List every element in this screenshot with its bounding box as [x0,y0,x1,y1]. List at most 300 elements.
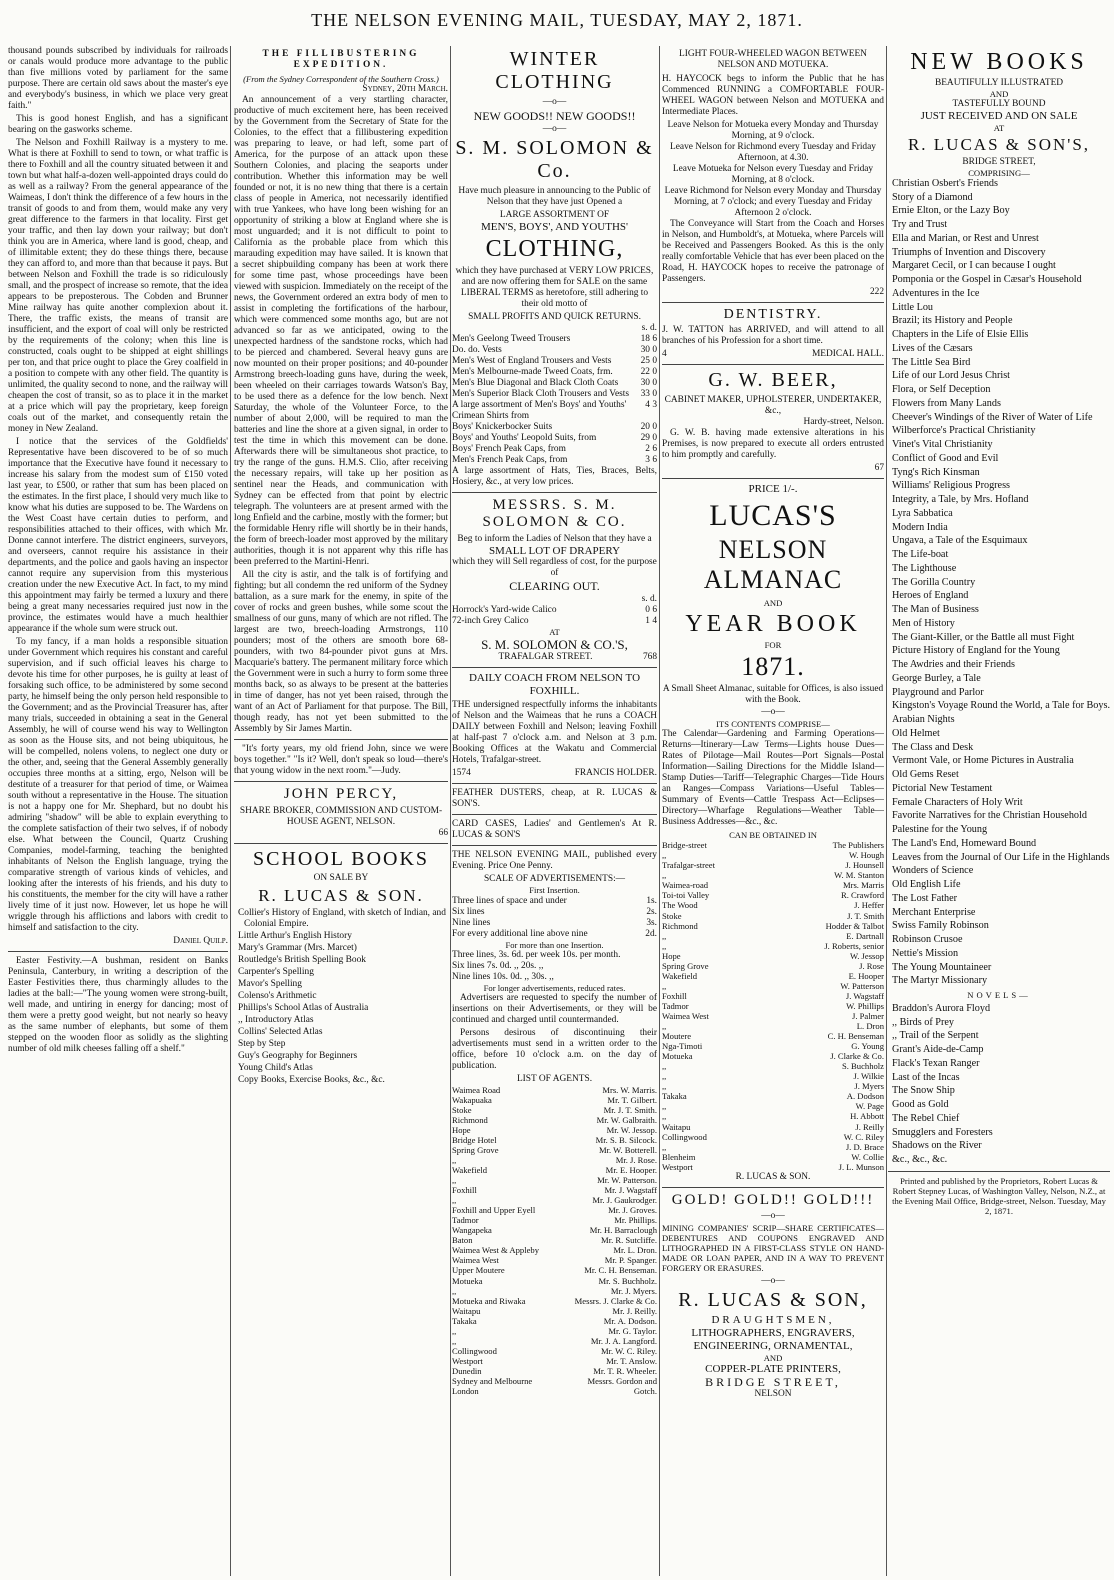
article-paragraph: This is good honest English, and has a significant bearing on the gasworks scheme. [8,114,228,135]
masthead: THE NELSON EVENING MAIL, TUESDAY, MAY 2, 1871. [311,10,803,30]
table-row: Waitapu J. Reilly [662,1121,884,1132]
table-row: Blenheim W. Collie [662,1151,884,1162]
mens-boys: MEN'S, BOYS', AND YOUTHS' [480,220,629,233]
almanac-and: AND [763,597,783,608]
list-item: Men of History [892,617,955,629]
new-book-list [888,178,1110,1167]
table-row: Hope W. Jessop [662,950,884,961]
list-item: Picture History of England for the Young [892,645,1060,657]
list-item: Wonders of Science [892,865,974,877]
and-label: AND [989,89,1009,100]
list-item: Old English Life [892,879,961,891]
agents-title: LIST OF AGENTS. [516,1073,593,1084]
list-item: Life of our Lord Jesus Christ [892,370,1010,382]
table-row: Men's West of England Trousers and Vests 25 0 [452,355,657,366]
table-row: Collingwood Mr. W. C. Riley. [452,1345,657,1356]
list-item: Guy's Geography for Beginners [238,1050,358,1061]
feather-ad: FEATHER DUSTERS, cheap, at R. LUCAS & SON'S. [452,788,657,810]
table-row: Waimea Road Mrs. W. Marris. [452,1084,657,1095]
list-item: Arabian Nights [892,714,955,726]
comprising-label: COMPRISING— [968,167,1030,178]
divider [234,739,448,740]
list-item: Tyng's Rich Kinsman [892,466,980,478]
wagon-intro: H. HAYCOCK begs to inform the Public that he has Commenced RUNNING a COMFORTABLE FOUR-WHEEL WAGON between Nelson and MOTUEKA and Intermediate Places. [662,74,884,117]
coach-sign-row: 1574 FRANCIS HOLDER. [452,768,657,779]
list-item: Flora, or Self Deception [892,384,991,396]
beer-address: Hardy-street, Nelson. [803,416,884,427]
wagon-time: Leave Nelson for Richmond every Tuesday and Friday Afternoon, at 4.30. [670,142,876,163]
list-item: Pictorial New Testament [892,782,993,794]
list-item: Heroes of England [892,590,969,602]
first-insertion: First Insertion. [529,885,580,896]
draughtsmen: DRAUGHTSMEN, [711,1313,835,1326]
list-item: ,, Trail of the Serpent [892,1030,979,1042]
price-list [452,334,657,466]
list-item: Little Arthur's English History [238,930,352,941]
table-row: Nga-Timoti G. Young [662,1041,884,1052]
list-item: Carpenter's Spelling [238,966,314,977]
table-row: ,, W. Page [662,1101,884,1112]
ornament: —o— [761,1275,785,1286]
list-item: Robinson Crusoe [892,934,963,946]
article-paragraph: thousand pounds subscribed by individuals for railroads or canals would produce more advantage to the public than five millions voted by parliament for the same purpose. There are certain old saws about the master's eye and everybody's business, in which we place very great faith." [8,46,228,111]
article-source: (From the Sydney Correspondent of the Southern Cross.) [243,74,439,84]
scale-title: SCALE OF ADVERTISEMENTS:— [483,874,626,885]
bridge-street: BRIDGE STREET, [705,1375,841,1390]
table-row: Toi-toi Valley R. Crawford [662,890,884,901]
motto: SMALL PROFITS AND QUICK RETURNS. [468,311,641,322]
new-books-title: NEW BOOKS [910,49,1088,75]
article-paragraph: An announcement of a very startling character, productive of much excitement here, has been received by the Government from the Secretary of State for the Colonies, to the effect that a fillibustering expedition was preparing to leave, or had left, some part of America, for the purpose of an attack upon these Southern Colonies, and placing the seaports under contribution. Whether this information may be well founded or not, it is no new thing that there is a certain class of people in America, not necessarily identified with true Yankees, who have long been wishing for an opportunity of striking a blow at England where she is most unguarded; and it is not difficult to point to California as the probable place from which this marauding expedition may have sailed. It is known that a secret shipbuilding company has been at work there for some time past, whose proceedings have been viewed with suspicion. Immediately on the receipt of the news, the Government ordered an extra body of men to assist in completing the fortifications of the harbour, which were commenced some months ago, but are not advanced so far as we anticipated, owing to the unexpected hardness of the sandstone rocks, which had to be pierced and chambered. Several heavy guns are now mounted on their proper positions; and 40-pounder Armstrong breech-loading guns have, during the week, been wheeled on their carriages towards Watson's Bay, to be used there as a defence for the low bench. Next Saturday, the whole of the Volunteer Force, to the number of about 2,000, will be required to man the batteries and line the shore at a given signal, in order to test the time in which this movement can be done. Afterwards there will be simultaneous shot practice, to try the range of the guns. H.M.S. Clio, after receiving the necessary repairs, will take up her position as sentinel near the Heads, and communication with Sydney can be effected from that point by electric telegraph. The volunteers are at present armed with the long Enfield and the carbine, mostly with the former; but the formidable Henry rifle will shortly be in their hands, the form of breech-loader most approved by the military authorities, though it is not apparent why this rifle has been preferred to the Martini-Henri. [234,95,448,568]
hats-note: A large assortment of Hats, Ties, Braces, Belts, Hosiery, &c., at very low prices. [452,465,657,487]
list-item: George Burley, a Tale [892,672,981,684]
list-item: Shadows on the River [892,1140,982,1152]
table-row: Bridge-street The Publishers [662,840,884,851]
list-item: The Young Mountaineer [892,961,992,973]
table-row: Richmond Hodder & Talbot [662,920,884,931]
list-item: Wilberforce's Practical Christianity [892,425,1036,437]
table-row: ,, J. Wilkie [662,1071,884,1082]
list-item: Leaves from the Journal of Our Life in the Highlands [892,851,1110,863]
list-item: Female Characters of Holy Writ [892,796,1023,808]
list-item: Favorite Narratives for the Christian Household [892,810,1087,822]
table-row: Upper Moutere Mr. C. H. Benseman. [452,1265,657,1276]
table-row: Horrock's Yard-wide Calico 0 6 [452,604,657,615]
almanac-yearbook: YEAR BOOK [685,610,861,637]
column-rule [230,46,231,1576]
list-item: The Lighthouse [892,562,957,574]
table-row: Trafalgar-street J. Hounsell [662,860,884,871]
list-item: Williams' Religious Progress [892,480,1011,492]
wagon-title: LIGHT FOUR-WHEELED WAGON BETWEEN NELSON AND MOTUEKA. [679,49,867,70]
list-item: Try and Trust [892,219,948,231]
table-row: Men's Superior Black Cloth Trousers and Vests 33 0 [452,388,657,399]
table-row: Waimea West J. Palmer [662,1011,884,1021]
article-paragraph: All the city is astir, and the talk is of fortifying and fighting; but all condemn the red uniform of the Sydney battalion, as a sure mark for the enemy, in spite of the cover of rocks and green bushes, while some scout the smallness of our guns, many of which are not rifled. The largest are two, breech-loading Armstrongs, 110 pounders; most of the others are smooth bore 68-pounders, with two 84-pounder pivot guns at Mrs. Macquarie's battery. The permanent military force which the Government were in such a hurry to form some three months back, so as always to be present at the batteries in time of danger, has not yet been raised, through the want of an Act of Parliament for that purpose. The Bill, though ready, has not yet been submitted to the Assembly by Sir James Martin. [234,570,448,735]
divider [452,783,657,784]
article-paragraph: The Nelson and Foxhill Railway is a mystery to me. What is there at Foxhill to send to town, or what traffic is there to Foxhill and all the country situated between it and town but what half-a-dozen well-appointed drays could do as well as a railway? From the general appearance of the Waimeas, I don't think the difference of a few hours in the transit of goods to and from them, would make any very great difference to the farmers in that locality. First get your traffic, and then lay down your railway; but don't think you are in America, where land is good, cheap, and of illimitable extent; they do these things there, because they can afford to, and more than that because it pays. But between Nelson and Foxhill the trade is so ridiculously small, and the prospect of increase so remote, that the idea appears to be preposterous. The Cobden and Brunner Mine railway has quite another complexion about it. There, the traffic exists, the means of transit are insufficient, and the export of coal will only be restricted by the requirements of the colony; when this line is constructed, coals ought to be shipped at eight shillings per ton, and that price ought to place the Grey coalfield in a position to compete with any other field. The quantity is unlimited, the quality second to none, and the railway will cheapen the cost of transit, so as to place it in the market at a price which will pay the proprietary, keep foreign coals out of the market, and consequently retain the money in New Zealand. [8,138,228,434]
table-row: Waimea West & Appleby Mr. L. Dron. [452,1245,657,1256]
ad-number: 222 [869,287,884,297]
list-item: The Man of Business [892,604,979,616]
divider [662,478,884,479]
wagon-time: Leave Richmond for Nelson every Monday and Thursday Morning, at 7 o'clock; and every Tuesday and Friday Afternoon 2 o'clock. [664,186,882,218]
table-row: Wakefield E. Hooper [662,970,884,981]
almanac-lucas: LUCAS'S [709,498,837,532]
card-cases-ad: CARD CASES, Ladies' and Gentlemen's At R. LUCAS & SON'S [452,819,657,841]
solomon-intro: Have much pleasure in announcing to the Public of Nelson that they have just Opened a [458,185,651,207]
seller-street: BRIDGE STREET, [962,156,1036,167]
table-row: ,, H. Abbott [662,1111,884,1122]
list-item: Modern India [892,521,948,533]
easter-paragraph: Easter Festivity.—A bushman, resident on Banks Peninsula, Canterbury, in writing a description of the Easter Festivities there, thus charmingly alludes to the ladies at the ball:—"The young women were strong-built, well made, and untiring in energy for dancing; most of them were a pretty good weight, but not nearly so heavy as the same number of elephants, but some of them stepped on the wooden floor as solidly as the slighting number of old milk cheeses falling off a shelf." [8,956,228,1054]
almanac-sheet: A Small Sheet Almanac, suitable for Offices, is also issued with the Book. [662,684,884,706]
table-row: Men's Geelong Tweed Trousers 18 6 [452,333,657,344]
table-row: Do. do. Vests 30 0 [452,344,657,355]
table-row: ,, E. Dartnall [662,930,884,941]
contents-text: The Calendar—Gardening and Farming Operations—Returns—Itinerary—Law Terms—Lights house Dues—Rates of Pilotage—Mail Routes—Port Signals—Postal Information—Sailing Directions for the Middle Island—Stamp Duties—Tariff—Telegraphic Charges—Tide Hours an Ranges—Compass Variations—Useful Tables—Summary of Events—Cattle Trespass Act—Eclipses—Directory—Wharfage Regulations—Weather Table—Business Addresses—&c., &c. [662,729,884,828]
column-2 [234,46,448,1576]
list-item: Swiss Family Robinson [892,920,989,932]
table-row: ,, Mr. J. A. Langford. [452,1335,657,1346]
winter-clothing-title: WINTER CLOTHING [495,48,614,94]
list-item: The Class and Desk [892,741,974,753]
table-row: Wakapuaka Mr. T. Gilbert. [452,1094,657,1105]
list-item: Integrity, a Tale, by Mrs. Hofland [892,494,1029,506]
list-item: Mavor's Spelling [238,978,302,989]
table-row: The Wood J. Heffer [662,900,884,911]
table-row: Men's Melbourne-made Tweed Coats, frm. 22 0 [452,366,657,377]
list-item: Copy Books, Exercise Books, &c., &c. [238,1074,385,1085]
table-row: Men's French Peak Caps, from 3 6 [452,454,657,465]
street-row: TRAFALGAR STREET. 768 [498,651,657,662]
list-item: Brazil; its History and People [892,315,1013,327]
list-item: Good as Gold [892,1099,949,1111]
divider [452,814,657,815]
table-row: Boys' Knickerbocker Suits 20 0 [452,421,657,432]
table-row: 72-inch Grey Calico 1 4 [452,615,657,626]
list-item: Chapters in the Life of Elsie Ellis [892,329,1029,341]
agents-list [452,1085,657,1396]
table-row: Nine lines 3s. [452,917,657,928]
divider [452,667,657,668]
clothing-heading: CLOTHING, [485,236,624,263]
table-row: For every additional line above nine 2d. [452,928,657,939]
coach-text: THE undersigned respectfully informs the inhabitants of Nelson and the Waimeas that he runs a COACH DAILY between Foxhill and Nelson; leaving Foxhill at half-past 7 o'clock a.m. and Nelson at 3 p.m. Booking Offices at the Wakatu and Commercial Hotels, Trafalgar-street. [452,700,657,766]
article-paragraph: I notice that the services of the Goldfields' Representative have been discovered to be of so much importance that the Executive have found it necessary to increase his salary from the modest sum of £150 voted last year, to £500, or rather that sum has been placed on the estimates. In the first place, I should very much like to know what his duties are supposed to be. The Wardens on the West Coast have certain duties to perform, and responsibilities attached to their offices, with which Mr. Donne cannot interfere. The district engineers, surveyors, and overseers, cannot require his assistance in their departments, and the police and gaols having an inspector cannot require any supervision from this mysterious creation under the new Executive Act. In fact, to my mind this appointment may fairly be termed a luxury and there being a great many necessaries required just now in the province, the estimates would have a much healthier appearance if the whole sum were struck out. [8,437,228,634]
divider [452,492,657,493]
table-row: A large assortment of Men's Boys' and Youths' Crimean Shirts from 4 3 [452,399,657,421]
table-row: ,, W. Hough [662,850,884,861]
mail-ad: THE NELSON EVENING MAIL, published every Evening. Price One Penny. [452,850,657,872]
list-item: Ungava, a Tale of the Esquimaux [892,535,1028,547]
table-row: Stoke Mr. J. T. Smith. [452,1104,657,1115]
list-item: Adventures in the Ice [892,287,980,299]
divider [452,845,657,846]
dateline: Sydney, 20th March. [362,84,448,95]
table-row: Takaka Mr. A. Dodson. [452,1315,657,1326]
table-row: Foxhill J. Wagstaff [662,990,884,1001]
wagon-end: The Conveyance will Start from the Coach and Horses in Nelson, and Humboldt's, at Motueka, where Parcels will be Received and Passengers Booked. As this is the only really comfortable Vehicle that has ever been placed on the Road, H. HAYCOCK hopes to receive the patronage of Passengers. [662,219,884,284]
price-header: s. d. [641,322,657,333]
table-row: Waimea-road Mrs. Marris [662,880,884,891]
table-row: Men's Blue Diagonal and Black Cloth Coats 30 0 [452,377,657,388]
list-item: Ernie Elton, or the Lazy Boy [892,205,1010,217]
list-item: Step by Step [238,1038,286,1049]
beg-line: Beg to inform the Ladies of Nelson that they have a [457,533,652,544]
large-assortment: LARGE ASSORTMENT OF [499,209,610,220]
notice-paragraph: Advertisers are requested to specify the number of insertions on their Advertisements, or they will be continued and charged until countermanded. [452,992,657,1025]
article-paragraph: To my fancy, if a man holds a responsible situation under Government which requires his constant and careful supervision, and if such official leaves his charge to devote his time for other purposes, he is guilty at least of forsaking such office, to be administered by some second party, he himself being the only person held responsible to the Government; and as the Provincial Treasurer has, after many trials, succeeded in obtaining a seat in the General Assembly, he will of course wend his way to Wellington as soon as the House sits, and not being ubiquitous, he will be compelled, nolens volens, to neglect one duty or the other, and, seeing that the General Assembly generally occupies three months at a sitting, ergo, Nelson will be destitute of a treasurer for that period of time, or Waimea south without a representative in the House. The situation is not a happy one for Mr. Shephard, but no doubt his admiring "shadow" will be able to explain everything to the complete satisfaction of their two selves, if of nobody else. What between the Council, Quartz Crushing Companies, model-farming, teaching the benighted inhabitants of Nelson the English language, trying the comparative strength of various kinds of vehicles, and looking after the interests of his friends, and his duty to his constituents, the member for the city will have a rather lively time of it just now. However, let us hope he will wriggle through his afflictions and labors with credit to himself and satisfaction to the city. [8,637,228,933]
school-books-title: SCHOOL BOOKS [252,847,430,870]
list-item: Smugglers and Foresters [892,1126,993,1138]
list-item: Kingston's Voyage Round the World, a Tale for Boys. [892,700,1110,712]
table-row: Boys' French Peak Caps, from 2 6 [452,443,657,454]
column-rule [659,46,660,1576]
list-item: Little Lou [892,301,934,313]
table-row: ,, J. Myers [662,1081,884,1092]
divider [662,364,884,365]
table-row: Boys' and Youths' Leopold Suits, from 29 0 [452,432,657,443]
table-row: Three lines, 3s. 6d. per week 10s. per month. [452,949,621,960]
at-label: AT [549,626,560,637]
list-item: The Gorilla Country [892,576,976,588]
table-row: Takaka A. Dodson [662,1091,884,1102]
column-3 [452,46,657,1576]
list-item: Braddon's Aurora Floyd [892,1002,991,1014]
list-item: Young Child's Atlas [238,1062,313,1073]
ad-number: 66 [438,827,448,838]
list-item: Story of a Diamond [892,191,973,203]
tatton-sign-row: 4 MEDICAL HALL. [662,349,884,360]
school-book-list [234,908,448,1086]
table-row: ,, W. Patterson [662,980,884,991]
bound: TASTEFULLY BOUND [952,99,1046,110]
tatton-text: J. W. TATTON has ARRIVED, and will attend to all branches of his Profession for a short time. [662,325,884,347]
ornament: —o— [761,1211,785,1222]
table-row: Tadmor Mr. Phillips. [452,1215,657,1226]
beer-name: G. W. BEER, [708,369,838,392]
table-row: Motueka J. Clarke & Co. [662,1051,884,1062]
table-row: Six lines 2s. [452,906,657,917]
table-row: Baton Mr. R. Sutcliffe. [452,1235,657,1246]
list-item: Conflict of Good and Evil [892,452,999,464]
terms: which they have purchased at VERY LOW PRICES, and are now offering them for SALE on the same LIBERAL TERMS as heretofore, still adhering to their old motto of [455,265,654,309]
almanac-for: FOR [764,639,782,650]
table-row: ,, Mr. W. Patterson. [452,1175,657,1186]
column-rule [886,46,887,1576]
list-item: Lives of the Cæsars [892,342,973,354]
list-item: Flowers from Many Lands [892,397,1001,409]
column-rule [450,46,451,1576]
list-item: Playground and Parlor [892,686,984,698]
ornament: —o— [542,123,567,134]
list-item: Vermont Vale, or Home Pictures in Australia [892,755,1074,767]
beautifully: BEAUTIFULLY ILLUSTRATED [934,78,1064,89]
sellers-signature: R. LUCAS & SON. [735,1171,811,1182]
list-item: The Little Sea Bird [892,356,971,368]
contents-title: ITS CONTENTS COMPRISE— [716,719,830,730]
table-row: Moutere C. H. Benseman [662,1031,884,1042]
column-1 [8,46,228,1576]
list-item: Grant's Aide-de-Camp [892,1044,984,1056]
table-row: ,, Mr. J. Rose. [452,1154,657,1165]
table-row: ,, J. D. Brace [662,1141,884,1152]
article-signature: Daniel Quilp. [173,936,228,946]
column-4 [662,46,884,1576]
table-row: Foxhill Mr. J. Wagstaff [452,1185,657,1196]
more-insertion: For more than one Insertion. [505,939,604,950]
school-books-seller: R. LUCAS & SON. [258,885,424,905]
table-row: ,, Mr. G. Taylor. [452,1325,657,1336]
lithographers: LITHOGRAPHERS, ENGRAVERS, [691,1326,855,1339]
table-row: ,, W. M. Stanton [662,870,884,881]
almanac-nelson: NELSON ALMANAC [703,534,843,595]
list-item: The Giant-Killer, or the Battle all must Fight [892,631,1075,643]
list-item: Mary's Grammar (Mrs. Marcet) [238,942,357,953]
table-row: Westport J. L. Munson [662,1161,884,1172]
table-row: ,, Mr. J. Myers. [452,1285,657,1296]
list-item: The Land's End, Homeward Bound [892,837,1037,849]
clearing-heading: CLEARING OUT. [509,579,600,594]
drapery-heading: SMALL LOT OF DRAPERY [488,544,621,557]
list-item: The Awdries and their Friends [892,659,1015,671]
list-item: Merchant Enterprise [892,906,976,918]
wagon-time: Leave Motueka for Nelson every Tuesday and Friday Morning, at 8 o'clock. [672,164,874,185]
received: JUST RECEIVED AND ON SALE [920,110,1078,123]
list-item: Routledge's British Spelling Book [238,954,366,965]
beer-text: G. W. B. having made extensive alterations in his Premises, is now prepared to execute all orders entrusted to him promptly and carefully. [662,427,884,460]
table-row: ,, L. Dron [662,1021,884,1032]
table-row: Collingwood W. C. Riley [662,1131,884,1142]
longer-note: For longer advertisements, reduced rates. [483,982,626,993]
gold-heading: GOLD! GOLD!! GOLD!!! [671,1191,875,1208]
list-item: The Lost Father [892,892,958,904]
almanac-year: 1871. [741,651,805,681]
school-books-sub: ON SALE BY [313,872,369,883]
messrs-heading: MESSRS. S. M. SOLOMON & CO. [482,496,627,531]
list-item: The Martyr Missionary [892,975,988,987]
sellers-list [662,840,884,1172]
list-item: Last of the Incas [892,1071,960,1083]
list-item: &c., &c., &c. [892,1154,948,1166]
table-row: Six lines 7s. 0d. ,, 20s. ,, [452,960,544,971]
printer-imprint: Printed and published by the Proprietors, Robert Lucas & Robert Stepney Lucas, of Washington Valley, Nelson, N.Z., at the Evening Mail Office, Bridge-street, Nelson. Tuesday, May 2, 1871. [892,1175,1106,1217]
mining-text: MINING COMPANIES' SCRIP—SHARE CERTIFICATES—DEBENTURES AND COUPONS ENGRAVED AND LITHOGRAPHED IN A FIRST-CLASS STYLE ON HAND-MADE OR LOAN PAPER, AND IN A WAY TO PREVENT FORGERY OR ERASURES. [662,1223,884,1274]
article-title: THE FILLIBUSTERING EXPEDITION. [262,49,420,70]
table-row: Wangapeka Mr. H. Barraclough [452,1225,657,1236]
divider [234,843,448,844]
at-label: AT [993,122,1005,133]
table-row: Wakefield Mr. E. Hooper. [452,1165,657,1175]
new-goods: NEW GOODS!! NEW GOODS!! [473,108,636,123]
joke-paragraph: "It's forty years, my old friend John, since we were boys together." "Is it? Well, don't speak so loud—there's that young widow in the next room."—Judy. [234,744,448,777]
percy-description: SHARE BROKER, COMMISSION AND CUSTOM-HOUSE AGENT, NELSON. [239,805,443,827]
table-row: Motueka Mr. S. Buchholz. [452,1275,657,1286]
divider [8,951,228,952]
table-row: ,, S. Buchholz [662,1061,884,1072]
list-item: ,, Birds of Prey [892,1016,954,1028]
solomon-firm: S. M. SOLOMON & Co. [455,136,654,183]
table-row: ,, Mr. J. Gaukrodger. [452,1195,657,1206]
list-item: Vinet's Vital Christianity [892,439,993,451]
list-item: Nettie's Mission [892,947,959,959]
divider [662,302,884,303]
dentistry-title: DENTISTRY. [723,307,823,322]
table-row: Sydney and Melbourne Messrs. Gordon and [452,1375,657,1386]
list-item: The Snow Ship [892,1085,955,1097]
list-item: Flack's Texan Ranger [892,1057,980,1069]
list-item: Collier's History of England, with sketch of Indian, and Colonial Empire. [238,907,446,929]
table-row: Spring Grove J. Rose [662,960,884,971]
table-row: Spring Grove Mr. W. Botterell. [452,1144,657,1155]
list-item: Christian Osbert's Friends [892,177,998,189]
list-item: Colenso's Arithmetic [238,990,317,1001]
list-item: The Life-boat [892,549,949,561]
regardless-line: which they will Sell regardless of cost, for the purpose of [452,557,657,579]
table-row: ,, J. Roberts, senior [662,940,884,951]
divider [662,1187,884,1188]
table-row: Foxhill and Upper Eyell Mr. J. Groves. [452,1205,657,1216]
list-item: Old Gems Reset [892,769,959,781]
list-item: Old Helmet [892,727,940,739]
ornament: —o— [542,96,567,107]
coach-title: DAILY COACH FROM NELSON TO FOXHILL. [468,671,641,697]
table-row: Richmond Mr. W. Galbraith. [452,1114,657,1125]
divider [234,781,448,782]
obtained-title: CAN BE OBTAINED IN [729,830,817,841]
table-row: Tadmor W. Phillips [662,1000,884,1011]
rlucas-heading: R. LUCAS & SON, [678,1288,868,1311]
calico-header: s. d. [641,593,657,604]
table-row: Nine lines 10s. 0d. ,, 30s. ,, [452,971,554,982]
table-row: Waimea West Mr. P. Spanger. [452,1255,657,1266]
table-row: Motueka and Riwaka Messrs. J. Clarke & Co. [452,1295,657,1306]
list-item: Phillips's School Atlas of Australia [238,1002,369,1013]
ad-number: 67 [874,462,884,473]
copper-plate: COPPER-PLATE PRINTERS, [705,1362,841,1375]
wagon-time: Leave Nelson for Motueka every Monday and Thursday Morning, at 9 o'clock. [667,120,879,141]
list-item: Triumphs of Invention and Discovery [892,246,1046,258]
beer-trade: CABINET MAKER, UPHOLSTERER, UNDERTAKER, &c., [664,394,882,416]
table-row: Three lines of space and under 1s. [452,895,657,906]
table-row: Bridge Hotel Mr. S. B. Silcock. [452,1134,657,1145]
list-item: Cheever's Windings of the River of Water of Life [892,411,1093,423]
divider [888,1171,1110,1172]
table-row: Hope Mr. W. Jessop. [452,1124,657,1135]
ornament: —o— [761,707,785,718]
engineering: ENGINEERING, ORNAMENTAL, [693,1339,853,1352]
list-item: Pomponia or the Gospel in Cæsar's Household [892,274,1082,286]
list-item: Margaret Cecil, or I can because I ought [892,260,1056,272]
notice-paragraph: Persons desirous of discontinuing their advertisements must send in a written order to the office, before 10 o'clock a.m. on the day of publication. [452,1027,657,1071]
solomon-cos: S. M. SOLOMON & CO.'S, [481,636,628,652]
list-item: Ella and Marian, or Rest and Unrest [892,232,1039,244]
percy-name: JOHN PERCY, [283,786,399,803]
list-item: ,, Introductory Atlas [238,1014,314,1025]
list-item: Palestine for the Young [892,824,988,836]
list-item: Collins' Selected Atlas [238,1026,323,1037]
table-row: London Gotch. [452,1386,657,1397]
novels-label: NOVELS— [967,990,1031,1001]
nelson-label: NELSON [754,1389,792,1400]
list-item: Lyra Sabbatica [892,507,953,519]
list-item: The Rebel Chief [892,1112,960,1124]
table-row: Waitapu Mr. J. Reilly. [452,1305,657,1316]
table-row: Dunedin Mr. T. R. Wheeler. [452,1365,657,1376]
table-row: Stoke J. T. Smith [662,910,884,921]
almanac-price: PRICE 1/-. [748,482,798,495]
